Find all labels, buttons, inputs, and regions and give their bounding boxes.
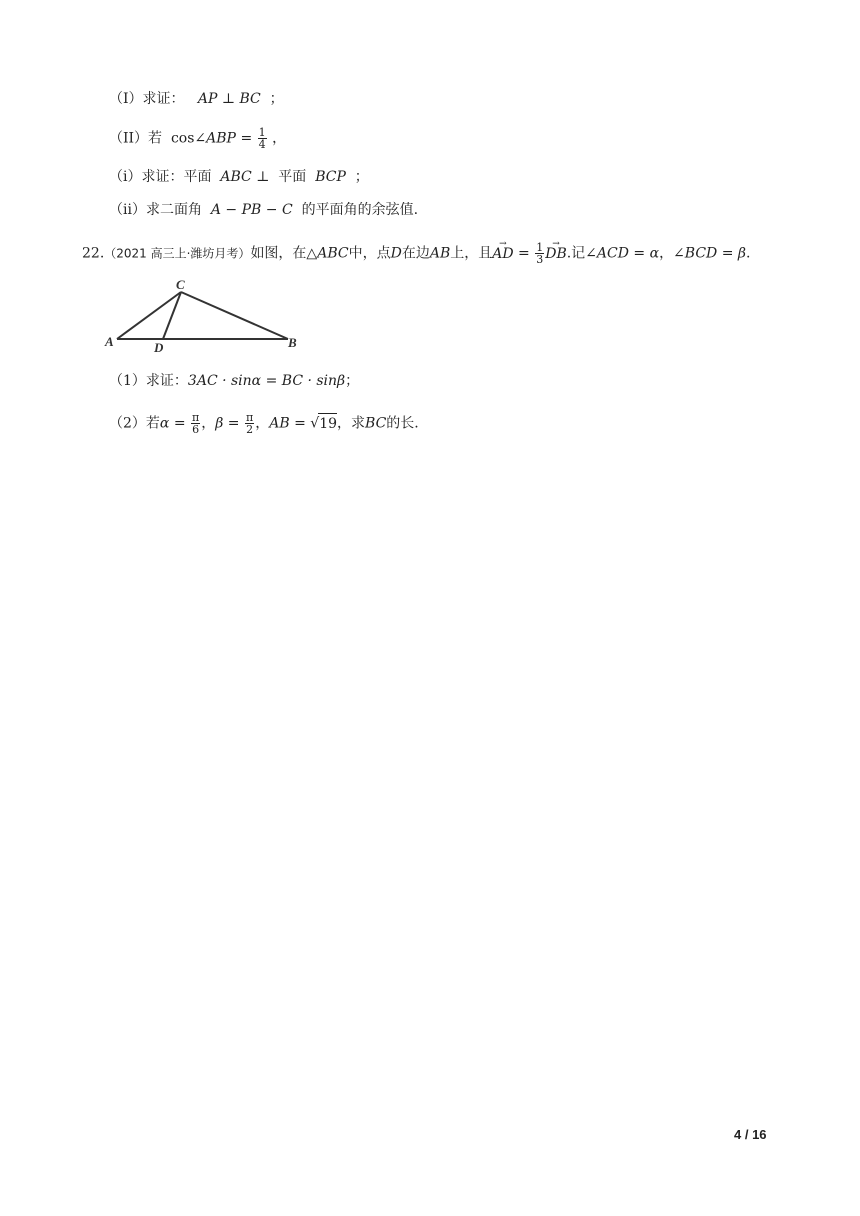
fraction-one-third: $\frac{1}{3}$ xyxy=(536,241,544,266)
q22-part-1: （1）求证：3AC · sinα = BC · sinβ； xyxy=(109,373,360,389)
triangle-figure xyxy=(98,272,308,358)
label-d: D xyxy=(154,340,164,355)
vector-ad: → AD xyxy=(492,244,513,264)
q22-stem: 22.（2021 高三上·潍坊月考）如图，在△ABC中，点D在边AB上，且→ AD = $\frac{1}{3}$ → DB.记∠ACD = α，∠BCD = β. xyxy=(82,242,750,265)
q22-part-2: （2）若α = $\frac{\pi}{6}$ ，β = $\frac{\pi}{2}$ ，AB = √19，求BC的长. xyxy=(109,411,419,436)
label-a: A xyxy=(105,334,114,349)
fraction-pi-over-2: $\frac{\pi}{2}$ xyxy=(245,411,254,436)
question-number: 22. xyxy=(82,245,105,262)
q21-part-i: （i）求证：平面 ABC ⊥ 平面 BCP ； xyxy=(109,169,369,185)
fraction-one-quarter: $\frac{1}{4}$ xyxy=(258,126,266,151)
label-b: B xyxy=(288,335,297,350)
vector-db: → DB xyxy=(545,244,567,264)
label-c: C xyxy=(176,277,185,292)
q21-part-II: （II）若 cos∠ABP = $\frac{1}{4}$ ， xyxy=(109,126,287,151)
fraction-pi-over-6: $\frac{\pi}{6}$ xyxy=(192,411,200,436)
sqrt-19: 19 xyxy=(318,413,337,434)
segment-cb xyxy=(181,292,288,339)
q21-part-ii: （ii）求二面角 A − PB − C 的平面角的余弦值. xyxy=(109,202,419,218)
question-source: （2021 高三上·潍坊月考） xyxy=(104,246,251,261)
page-number: 4 / 16 xyxy=(734,1127,767,1142)
q21-part-I: （I）求证： AP ⊥ BC ； xyxy=(109,91,284,107)
math-ap-perp-bc: AP ⊥ BC xyxy=(197,91,261,107)
